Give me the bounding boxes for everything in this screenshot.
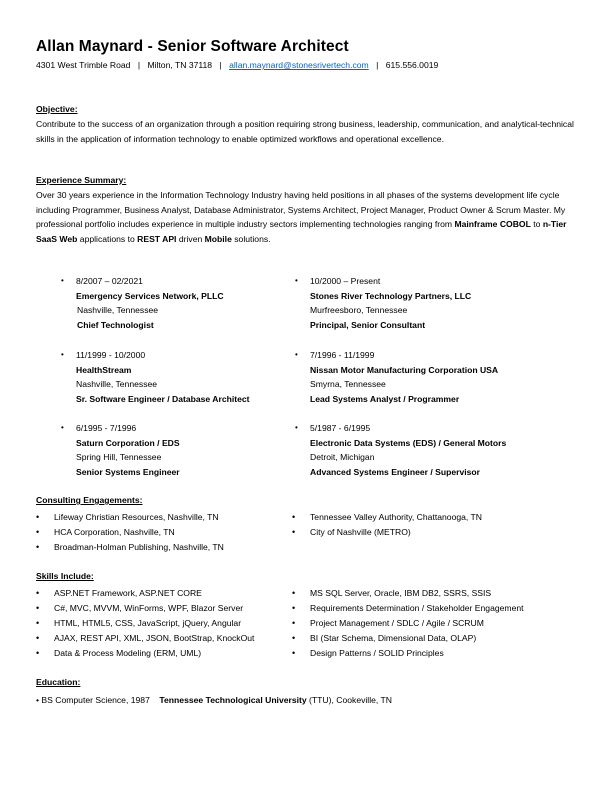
list-item-text: C#, MVC, MVVM, WinForms, WPF, Blazor Server — [54, 603, 244, 613]
job-entry — [295, 348, 499, 406]
job-company: HealthStream — [76, 364, 132, 375]
summary-bold: REST API — [137, 233, 177, 244]
job-dates: 5/1987 - 6/1995 — [310, 423, 371, 433]
education-heading: Education: — [36, 677, 81, 687]
job-location: Nashville, Tennessee — [77, 305, 159, 316]
job-dates: 10/2000 – Present — [310, 276, 381, 286]
bullet-icon: • — [292, 527, 296, 537]
list-item — [292, 616, 524, 631]
education-entry — [36, 695, 392, 705]
list-item-text: AJAX, REST API, XML, JSON, BootStrap, KnockOut — [54, 633, 255, 643]
list-item-text: MS SQL Server, Oracle, IBM DB2, SSRS, SSIS — [310, 588, 492, 598]
list-item — [36, 586, 254, 601]
summary-text: applications to — [77, 233, 138, 244]
bullet-icon: • — [36, 603, 40, 613]
list-item-text: Lifeway Christian Resources, Nashville, TN — [54, 512, 219, 522]
job-title: Sr. Software Engineer / Database Architect — [76, 393, 250, 404]
job-title: Senior Systems Engineer — [76, 466, 180, 477]
job-dates: 6/1995 - 7/1996 — [76, 423, 137, 433]
list-item — [36, 646, 254, 661]
job-location: Murfreesboro, Tennessee — [310, 305, 408, 316]
list-item-text: Broadman-Holman Publishing, Nashville, TN — [54, 542, 224, 552]
job-dates: 7/1996 - 11/1999 — [310, 350, 375, 360]
list-item-text: City of Nashville (METRO) — [310, 527, 411, 537]
separator: | — [137, 60, 141, 70]
job-title: Principal, Senior Consultant — [310, 319, 426, 330]
job-dates: 11/1999 - 10/2000 — [76, 350, 146, 360]
summary-bold: n-Tier SaaS Web — [36, 219, 567, 244]
job-company: Emergency Services Network, PLLC — [76, 290, 224, 301]
job-entry — [295, 274, 472, 332]
objective-heading: Objective: — [36, 104, 78, 114]
bullet-icon: • — [36, 695, 40, 705]
list-item-text: HTML, HTML5, CSS, JavaScript, jQuery, Angular — [54, 618, 242, 628]
list-item — [292, 631, 524, 646]
list-item — [36, 631, 254, 646]
summary-text: driven — [176, 233, 205, 244]
list-item — [36, 616, 254, 631]
bullet-icon: • — [36, 512, 40, 522]
summary-text: to — [530, 219, 543, 229]
bullet-icon: • — [61, 276, 64, 285]
skills-list-right — [292, 586, 524, 661]
bullet-icon: • — [295, 423, 298, 432]
job-company: Electronic Data Systems (EDS) / General Motors — [310, 437, 507, 448]
experience-summary-text — [36, 188, 576, 246]
summary-text: Over 30 years experience in the Information Technology Industry having held positions in all phases of the systems development life cycle including Programmer, Business Analyst, Database Administrator, Systems Architect, Project Manager, Product Owner & Scrum Master. My professional portfolio includes experience in multiple industry sectors implementing technologies ranging from — [36, 190, 566, 229]
consulting-list-left — [36, 510, 224, 555]
list-item — [292, 525, 482, 540]
bullet-icon: • — [292, 648, 296, 658]
bullet-icon: • — [36, 633, 40, 643]
summary-bold: Mobile — [204, 233, 232, 244]
city-state-zip: Milton, TN 37118 — [147, 60, 213, 70]
job-dates: 8/2007 – 02/2021 — [76, 276, 143, 286]
list-item-text: Design Patterns / SOLID Principles — [310, 648, 444, 658]
education-school: Tennessee Technological University — [159, 695, 307, 705]
objective-text: Contribute to the success of an organization through a position requiring strong business, leadership, communication, and analytical-technical skills in the application of information technology to enable optimized workflows and operational excellence. — [36, 119, 574, 144]
job-location: Nashville, Tennessee — [76, 379, 158, 390]
skills-list-left — [36, 586, 254, 661]
list-item-text: Data & Process Modeling (ERM, UML) — [54, 648, 202, 658]
list-item-text: ASP.NET Framework, ASP.NET CORE — [54, 588, 202, 598]
address: 4301 West Trimble Road — [36, 60, 131, 70]
list-item — [292, 646, 524, 661]
bullet-icon: • — [292, 588, 296, 598]
bullet-icon: • — [36, 618, 40, 628]
bullet-icon: • — [292, 603, 296, 613]
consulting-heading: Consulting Engagements: — [36, 495, 143, 505]
list-item — [292, 510, 482, 525]
consulting-list-right — [292, 510, 482, 540]
bullet-icon: • — [36, 542, 40, 552]
job-entry — [61, 274, 224, 332]
summary-text: solutions. — [231, 233, 271, 244]
list-item-text: Requirements Determination / Stakeholder Engagement — [310, 603, 524, 613]
list-item — [36, 540, 224, 555]
job-company: Stones River Technology Partners, LLC — [310, 290, 472, 301]
job-location: Smyrna, Tennessee — [310, 379, 386, 390]
education-location: (TTU), Cookeville, TN — [306, 695, 392, 705]
job-entry — [61, 421, 180, 479]
education-degree: BS Computer Science, 1987 — [41, 695, 150, 705]
list-item — [36, 510, 224, 525]
bullet-icon: • — [292, 618, 296, 628]
phone: 615.556.0019 — [385, 60, 439, 70]
experience-summary-heading: Experience Summary: — [36, 175, 127, 185]
bullet-icon: • — [36, 588, 40, 598]
list-item-text: HCA Corporation, Nashville, TN — [54, 527, 175, 537]
list-item — [36, 601, 254, 616]
list-item — [292, 601, 524, 616]
job-title: Lead Systems Analyst / Programmer — [310, 393, 460, 404]
list-item — [36, 525, 224, 540]
job-company: Nissan Motor Manufacturing Corporation USA — [310, 364, 499, 375]
summary-bold: Mainframe COBOL — [454, 219, 531, 229]
bullet-icon: • — [295, 350, 298, 359]
job-title: Chief Technologist — [77, 319, 154, 330]
job-company: Saturn Corporation / EDS — [76, 437, 180, 448]
bullet-icon: • — [36, 648, 40, 658]
separator: | — [376, 60, 379, 70]
bullet-icon: • — [61, 350, 64, 359]
list-item — [292, 586, 524, 601]
job-entry — [61, 348, 250, 406]
list-item-text: Project Management / SDLC / Agile / SCRUM — [310, 618, 484, 628]
bullet-icon: • — [36, 527, 40, 537]
bullet-icon: • — [292, 512, 296, 522]
contact-line — [36, 60, 438, 70]
list-item-text: BI (Star Schema, Dimensional Data, OLAP) — [310, 633, 477, 643]
name-title: Allan Maynard - Senior Software Architect — [36, 38, 349, 55]
bullet-icon: • — [292, 633, 296, 643]
bullet-icon: • — [295, 276, 298, 285]
job-entry — [295, 421, 507, 479]
bullet-icon: • — [61, 423, 64, 432]
job-location: Detroit, Michigan — [310, 452, 375, 463]
skills-heading: Skills Include: — [36, 571, 94, 581]
separator: | — [219, 60, 222, 70]
email-link[interactable]: allan.maynard@stonesrivertech.com — [229, 60, 369, 70]
job-location: Spring Hill, Tennessee — [76, 452, 162, 463]
list-item-text: Tennessee Valley Authority, Chattanooga, TN — [310, 512, 482, 522]
job-title: Advanced Systems Engineer / Supervisor — [310, 466, 481, 477]
